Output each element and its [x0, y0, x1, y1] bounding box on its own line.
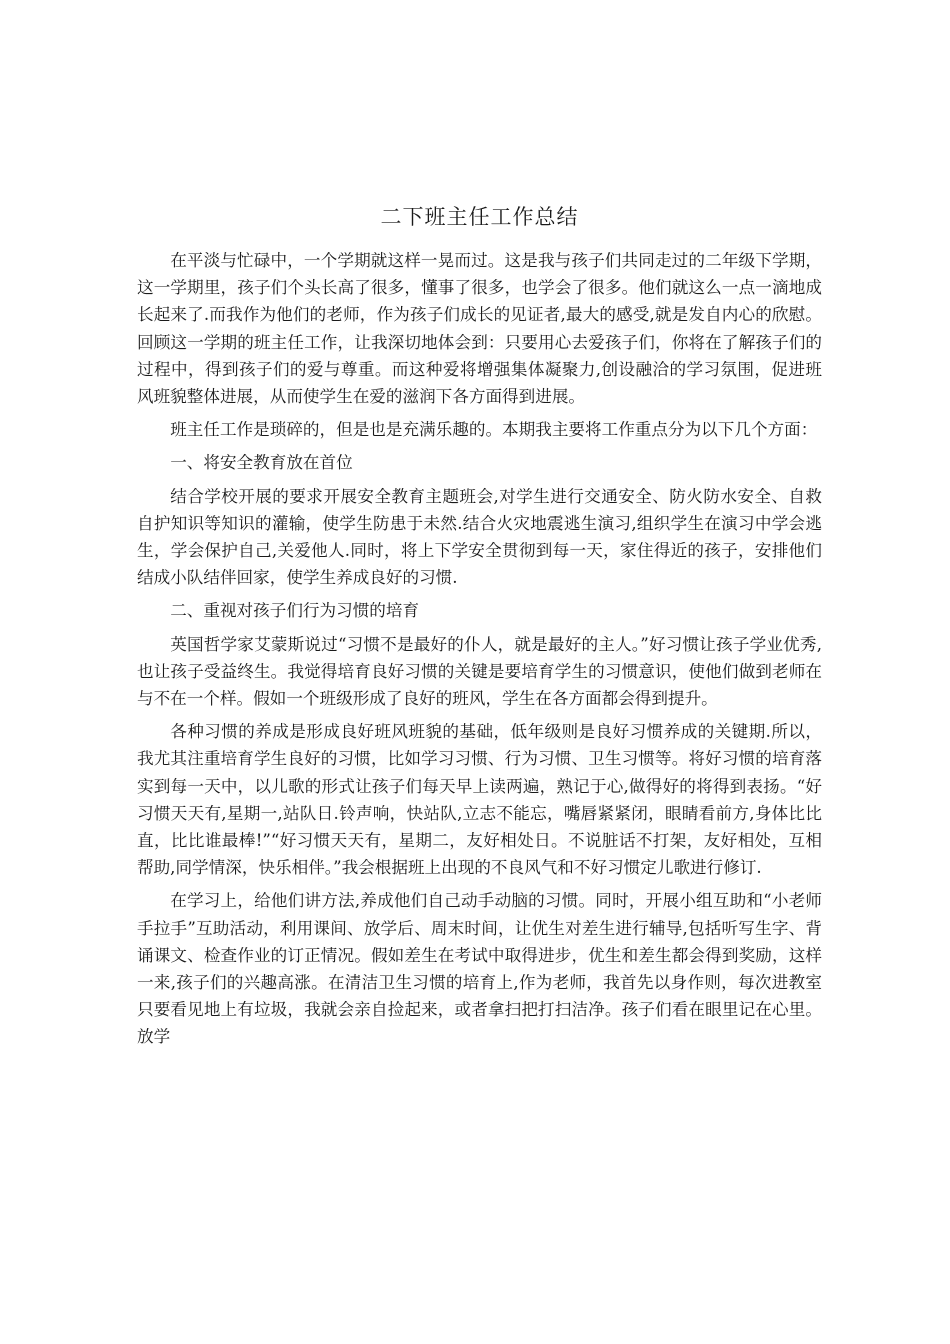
- document-page: [137, 200, 822, 1057]
- paragraph-habits-rhymes: 各种习惯的养成是形成良好班风班貌的基础，低年级则是良好习惯养成的关键期.所以，我尤其注重培育学生良好的习惯，比如学习习惯、行为习惯、卫生习惯等。将好习惯的培育落实到每一天中，以儿歌的形式让孩子们每天早上读两遍，熟记于心,做得好的将得到表扬。“好习惯天天有,星期一,站队日.铃声响，快站队,立志不能忘，嘴唇紧紧闭，眼睛看前方,身体比比直，比比谁最棒!”“好习惯天天有，星期二，友好相处日。不说脏话不打架，友好相处，互相帮助,同学情深，快乐相伴。”我会根据班上出现的不良风气和不好习惯定儿歌进行修订.: [137, 722, 822, 878]
- paragraph-study-hygiene: 在学习上，给他们讲方法,养成他们自己动手动脑的习惯。同时，开展小组互助和“小老师手拉手”互助活动，利用课间、放学后、周末时间，让优生对差生进行辅导,包括听写生字、背诵课文、检查作业的订正情况。假如差生在考试中取得进步，优生和差生都会得到奖励，这样一来,孩子们的兴趣高涨。在清洁卫生习惯的培育上,作为老师，我首先以身作则，每次进教室只要看见地上有垃圾，我就会亲自捡起来，或者拿扫把打扫洁净。孩子们看在眼里记在心里。放学: [137, 891, 822, 1047]
- paragraph-overview: 班主任工作是琐碎的，但是也是充满乐趣的。本期我主要将工作重点分为以下几个方面：: [170, 420, 818, 440]
- paragraph-habits-quote: 英国哲学家艾蒙斯说过“习惯不是最好的仆人，就是最好的主人。”好习惯让孩子学业优秀,也让孩子受益终生。我觉得培育良好习惯的关键是要培育学生的习惯意识，使他们做到老师在与不在一个样。假如一个班级形成了良好的班风，学生在各方面都会得到提升。: [137, 634, 822, 709]
- paragraph-intro: 在平淡与忙碌中，一个学期就这样一晃而过。这是我与孩子们共同走过的二年级下学期，这一学期里，孩子们个头长高了很多，懂事了很多，也学会了很多。他们就这么一点一滴地成长起来了.而我作为他们的老师，作为孩子们成长的见证者,最大的感受,就是发自内心的欣慰。回顾这一学期的班主任工作，让我深切地体会到：只要用心去爱孩子们，你将在了解孩子们的过程中，得到孩子们的爱与尊重。而这种爱将增强集体凝聚力,创设融洽的学习氛围，促进班风班貌整体进展，从而使学生在爱的滋润下各方面得到进展。: [137, 251, 822, 407]
- paragraph-safety: 结合学校开展的要求开展安全教育主题班会,对学生进行交通安全、防火防水安全、自救自护知识等知识的灌输，使学生防患于未然.结合火灾地震逃生演习,组织学生在演习中学会逃生，学会保护自己,关爱他人.同时，将上下学安全贯彻到每一天，家住得近的孩子，安排他们结成小队结伴回家，使学生养成良好的习惯.: [137, 486, 822, 588]
- section-heading-safety: 一、将安全教育放在首位: [170, 453, 353, 473]
- section-heading-habits: 二、重视对孩子们行为习惯的培育: [170, 601, 420, 621]
- document-title: 二下班主任工作总结: [380, 205, 579, 229]
